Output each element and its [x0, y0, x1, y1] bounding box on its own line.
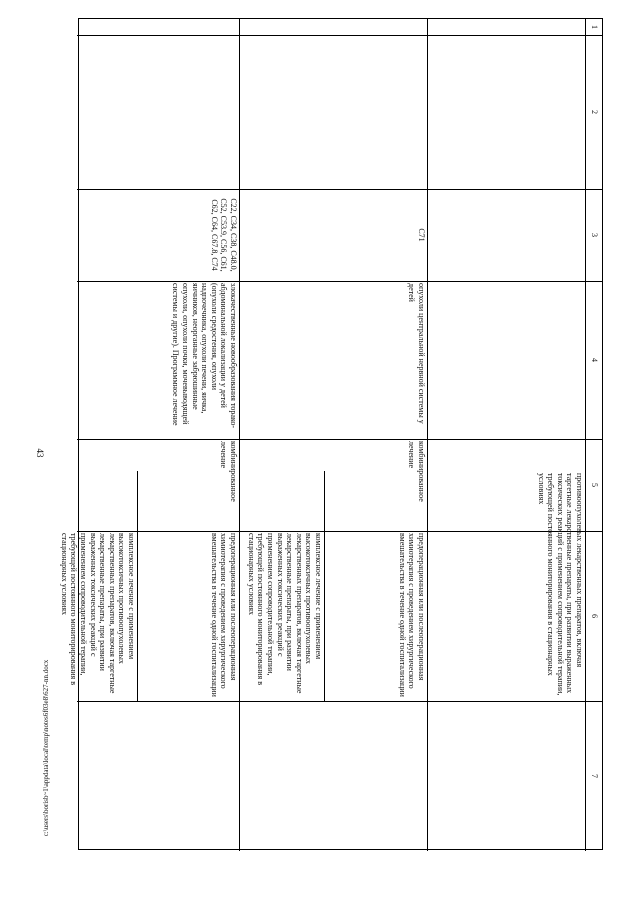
footer-file-path: c:\users\borisb~1\appdata\local\temp\notes6f03e8\627-nn.docx	[42, 659, 50, 837]
disease-description: злокачественные новообразования торако-абдоминальной локализации у детей (опухоли средостения, опухоли надпочечника, опухоли печени, яичка, яичников, неорганные забрюшинные опухоли, опухоли почки, мочевыводящей системы и другие). Программное лечение	[171, 283, 238, 429]
icd-codes: C71	[417, 228, 426, 242]
col-divider-6	[77, 701, 602, 702]
table-container	[59, 18, 603, 850]
column-header: 6	[590, 614, 599, 618]
column-header: 5	[590, 483, 599, 487]
treatment-method: предоперационная или послеоперационная химиотерапия с проведением хирургического вмешательства в течение одной госпитализации	[397, 533, 426, 697]
treatment-table	[59, 18, 603, 850]
treatment-method-continuation: противоопухолевых лекарственных препаратов, включая таргетные лекарственные препараты, при развитии выраженных токсических реакций с применением сопроводительной терапии, требующей постоянного мониторирования в стационарных условиях	[536, 473, 584, 696]
column-header: 1	[590, 25, 599, 29]
col-divider-2	[77, 189, 602, 190]
treatment-method: комплексное лечение с применением высокотоксичных противоопухолевых лекарственных препаратов, включая таргетные лекарственные препараты, при развитии выраженных токсических реакций с применением сопроводительной терапии, требующей постоянного мониторирования в стационарных условиях	[59, 533, 136, 694]
row-divider-1	[427, 19, 428, 851]
header-divider	[585, 19, 586, 851]
col-divider-3	[77, 281, 602, 282]
icd-codes: C22, C34, C38, C48.0, C52, C53.9, C56, C61, C62, C64, C67.8, C74	[209, 198, 238, 272]
col-divider-1	[77, 35, 602, 36]
column-header: 2	[590, 110, 599, 114]
disease-description: опухоли центральной нервной системы у детей	[407, 283, 426, 424]
column-header: 3	[590, 233, 599, 237]
treatment-method: комплексное лечение с применением высокотоксичных противоопухолевых лекарственных препаратов, включая таргетные лекарственные препараты, при развитии выраженных токсических реакций с применением сопроводительной терапии, требующей постоянного мониторирования в стационарных условиях	[246, 533, 323, 694]
column-header: 4	[590, 358, 599, 362]
row-divider-2	[239, 19, 240, 851]
treatment-type: комбинированное лечение	[219, 441, 238, 502]
treatment-method: предоперационная или послеоперационная химиотерапия с проведением хирургического вмешательства в течение одной госпитализации	[209, 533, 238, 697]
col-divider-4	[77, 439, 602, 440]
treatment-type: комбинированное лечение	[407, 441, 426, 502]
page-number: 43	[35, 448, 45, 458]
column-header: 7	[590, 774, 599, 778]
